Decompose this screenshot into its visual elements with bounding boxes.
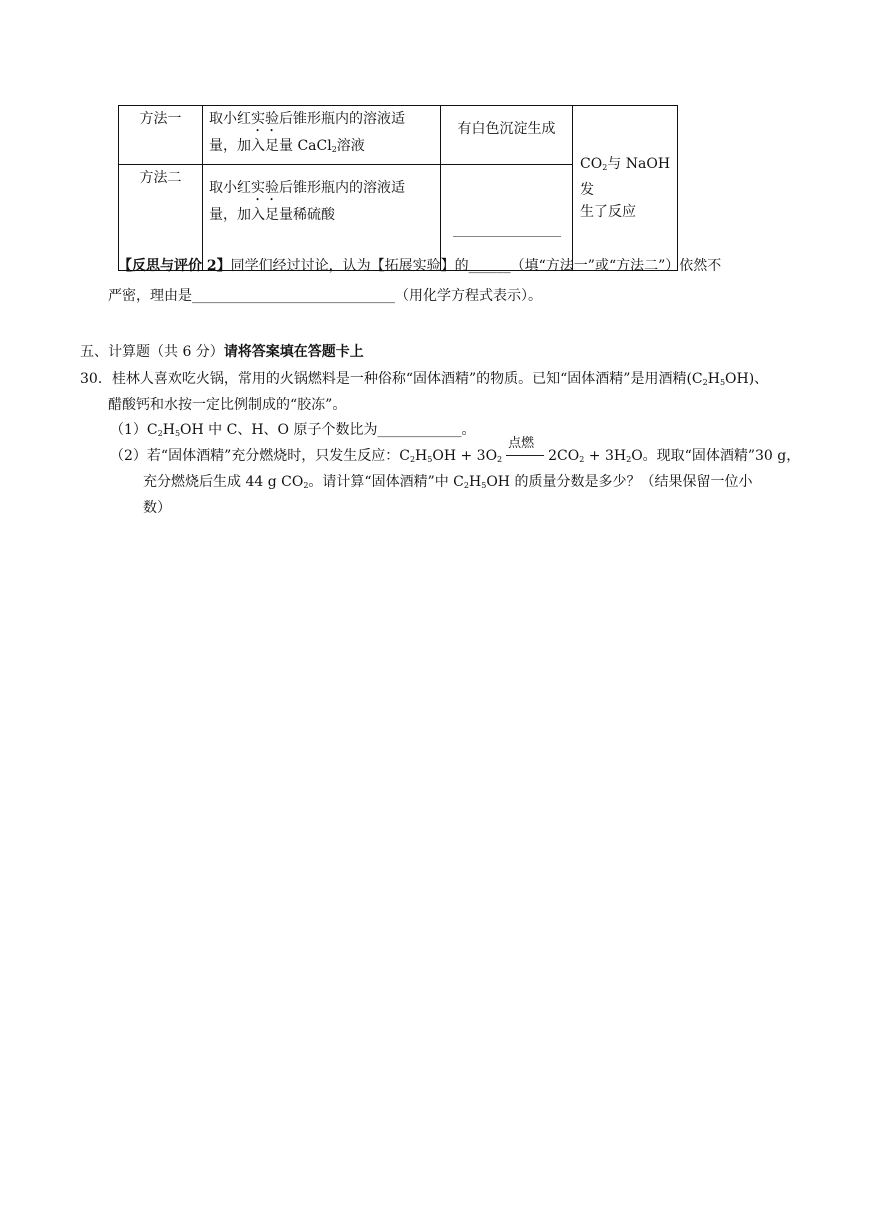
operation-text: 量，加入足量稀硫酸: [209, 207, 335, 223]
subscript: 2: [702, 378, 708, 387]
reaction-bar: [506, 455, 544, 456]
subscript: 5: [719, 378, 726, 387]
answer-blank: _____________________________: [192, 288, 395, 304]
question-30-line-1: [80, 369, 768, 393]
answer-blank: [453, 235, 561, 237]
subscript: 2: [303, 481, 309, 490]
section-title: 五、计算题（共 6 分）: [80, 344, 224, 360]
question-text: 充分燃烧后生成 44 g CO: [143, 474, 304, 490]
reflection-text: （用化学方程式表示）。: [395, 288, 542, 304]
operation-text: 取小红: [209, 180, 251, 196]
answer-blank: ____________: [377, 422, 462, 438]
question-text: 2CO: [548, 448, 580, 464]
question-text: + 3H: [584, 448, 627, 464]
phenomenon-two-blank-cell: [441, 165, 573, 271]
question-30-line-2: 醋酸钙和水按一定比例制成的“胶冻”。: [108, 397, 347, 413]
subscript: 2: [626, 455, 632, 464]
reaction-condition: 点燃: [508, 436, 535, 451]
question-text: H: [415, 448, 428, 464]
reflection-text: 同学们经过讨论，认为【拓展实验】的: [230, 258, 469, 274]
conclusion-text: 生了反应: [580, 204, 636, 220]
subscript: 2: [602, 163, 608, 172]
question-text: （1）C: [110, 422, 158, 438]
operation-text: 后锥形瓶内的溶液适: [279, 180, 405, 196]
operation-text: 后锥形瓶内的溶液适: [279, 111, 405, 127]
question-text: H: [469, 474, 482, 490]
reflection-line-2: [108, 286, 542, 306]
phenomenon-one-cell: 有白色沉淀生成: [441, 106, 573, 165]
reflection-text: 严密，理由是: [108, 288, 192, 304]
question-30-part-2-line-1: [110, 436, 801, 470]
subscript: 2: [331, 145, 337, 154]
section-five-heading: [80, 342, 364, 362]
conclusion-cell: [573, 106, 678, 271]
question-text: 30．桂林人喜欢吃火锅，常用的火锅燃料是一种俗称“固体酒精”的物质。已知“固体酒精”是用酒精(C: [80, 371, 703, 387]
experiment-table: [118, 105, 678, 271]
question-text: O。现取“固体酒精”30 g，: [631, 448, 801, 464]
question-text: （2）若“固体酒精”充分燃烧时，只发生反应：C: [110, 448, 410, 464]
question-text: OH 的质量分数是多少？（结果保留一位小: [486, 474, 753, 490]
table-row: [119, 106, 678, 165]
subscript: 2: [157, 429, 163, 438]
emphasis-text: 实验: [251, 111, 279, 127]
subscript: 2: [497, 455, 503, 464]
reflection-heading: 【反思与评价 2】: [118, 258, 231, 274]
operation-one-cell: [203, 106, 441, 165]
question-text: H: [707, 371, 720, 387]
answer-blank: ______: [468, 258, 511, 274]
subscript: 5: [481, 481, 487, 490]
subscript: 2: [463, 481, 469, 490]
conclusion-text: CO: [580, 156, 603, 172]
question-text: OH)、: [725, 371, 769, 387]
question-30-part-2-line-3: 数）: [143, 500, 171, 516]
subscript: 5: [427, 455, 433, 464]
subscript: 5: [174, 429, 181, 438]
question-text: OH 中 C、H、O 原子个数比为: [180, 422, 378, 438]
question-text: 。请计算“固体酒精”中 C: [308, 474, 464, 490]
operation-text: 取小红: [209, 111, 251, 127]
method-one-cell: 方法一: [119, 106, 203, 165]
question-text: H: [162, 422, 175, 438]
reaction-arrow: [502, 436, 548, 466]
section-instruction: 请将答案填在答题卡上: [223, 344, 364, 360]
question-text: 。: [461, 422, 476, 438]
method-two-cell: 方法二: [119, 165, 203, 271]
emphasis-text: 实验: [251, 180, 279, 196]
operation-text: 量，加入足量 CaCl: [209, 138, 332, 154]
reflection-line-1: [118, 256, 721, 276]
operation-text: 溶液: [336, 138, 365, 154]
operation-two-cell: [203, 165, 441, 271]
question-text: OH + 3O: [432, 448, 498, 464]
conclusion-text: 与 NaOH 发: [580, 156, 671, 198]
question-30-part-1: [110, 420, 475, 444]
question-30-part-2-line-2: [143, 472, 752, 496]
reflection-text: （填“方法一”或“方法二”）依然不: [510, 258, 722, 274]
subscript: 2: [409, 455, 416, 464]
subscript: 2: [579, 455, 585, 464]
